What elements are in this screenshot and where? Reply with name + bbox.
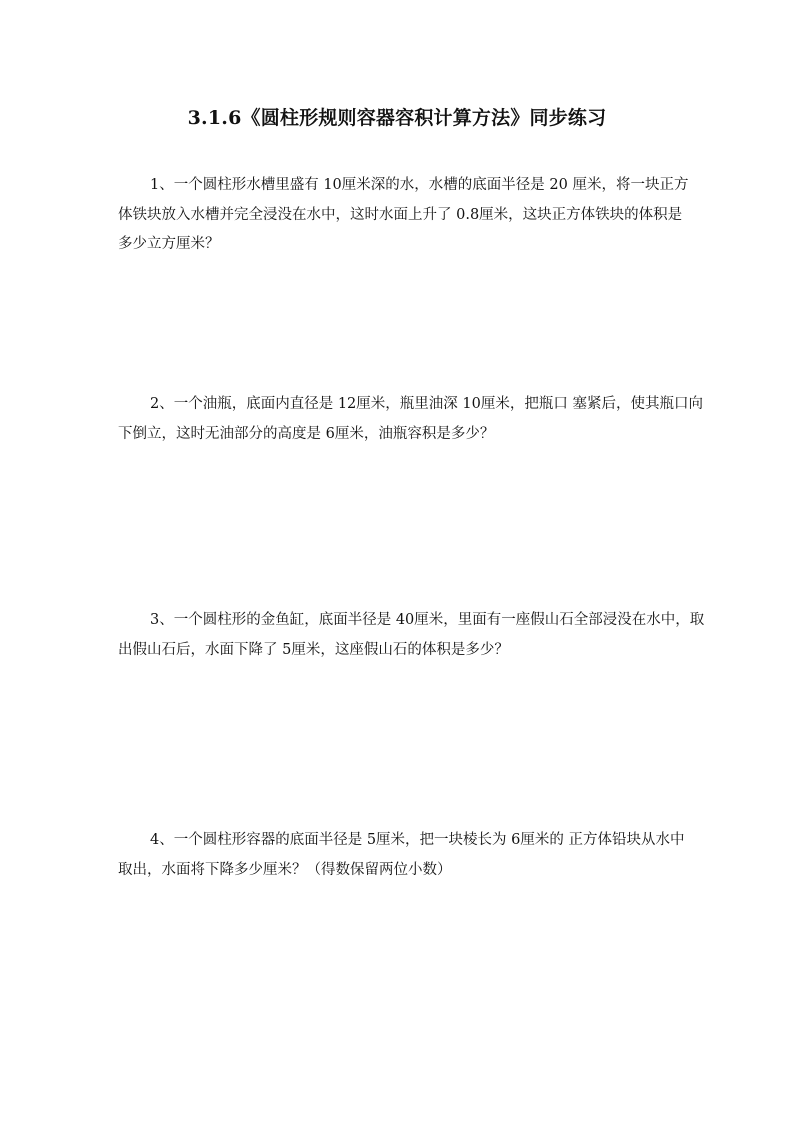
question-4-line-2: 取出，水面将下降多少厘米？（得数保留两位小数） bbox=[118, 861, 452, 878]
page-title: 3.1.6《圆柱形规则容器容积计算方法》同步练习 bbox=[187, 107, 607, 129]
question-1 bbox=[118, 171, 689, 260]
question-1-line-3: 多少立方厘米？ bbox=[118, 236, 220, 252]
question-3-line-1: 3、一个圆柱形的金鱼缸，底面半径是 40厘米，里面有一座假山石全部浸没在水中，取 bbox=[150, 612, 705, 628]
question-2-line-2: 下倒立，这时无油部分的高度是 6厘米，油瓶容积是多少？ bbox=[118, 425, 495, 442]
question-3 bbox=[118, 606, 705, 665]
question-2 bbox=[118, 390, 703, 449]
question-1-line-1: 1、一个圆柱形水槽里盛有 10厘米深的水，水槽的底面半径是 20 厘米，将一块正方 bbox=[150, 177, 689, 193]
question-2-line-1: 2、一个油瓶，底面内直径是 12厘米，瓶里油深 10厘米，把瓶口 塞紧后，使其瓶口向 bbox=[150, 396, 703, 412]
question-4-line-1: 4、一个圆柱形容器的底面半径是 5厘米，把一块棱长为 6厘米的 正方体铅块从水中 bbox=[150, 832, 685, 848]
question-3-line-2: 出假山石后，水面下降了 5厘米，这座假山石的体积是多少？ bbox=[118, 641, 509, 658]
question-4 bbox=[118, 826, 685, 885]
question-1-line-2: 体铁块放入水槽并完全浸没在水中，这时水面上升了 0.8厘米，这块正方体铁块的体积是 bbox=[118, 206, 683, 223]
